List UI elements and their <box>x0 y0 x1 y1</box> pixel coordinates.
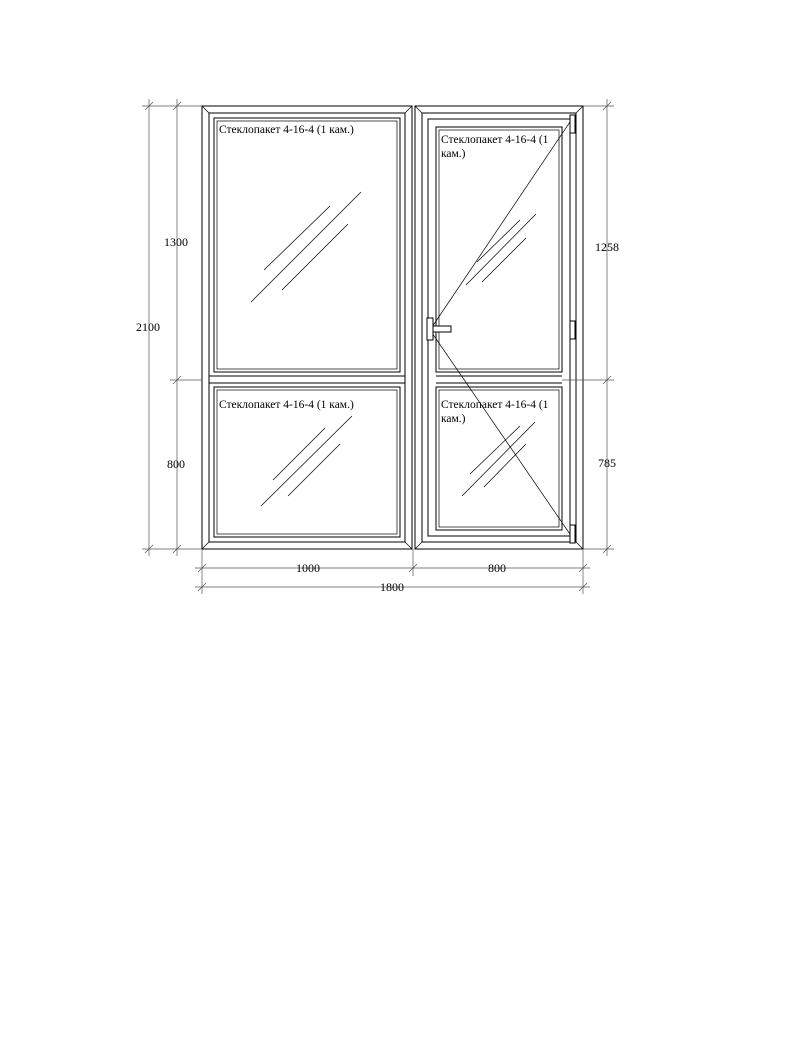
dim-total-width: 1800 <box>380 580 404 594</box>
dim-right-upper-height: 1258 <box>595 240 619 254</box>
dim-left-upper-height: 1300 <box>164 235 188 249</box>
glass-label-right-top-line2: кам.) <box>441 148 466 160</box>
glass-label-left-bottom: Стеклопакет 4-16-4 (1 кам.) <box>219 399 354 411</box>
left-fixed-unit <box>202 106 412 549</box>
hinges <box>570 115 575 543</box>
hinge-top-icon <box>570 115 575 133</box>
dim-right-lower-height: 785 <box>598 456 616 470</box>
glass-label-right-top <box>441 133 548 161</box>
dim-total-height: 2100 <box>136 320 160 334</box>
dim-right-width: 800 <box>488 561 506 575</box>
glass-label-right-bottom <box>441 398 548 426</box>
hinge-middle-icon <box>570 321 575 339</box>
glass-label-right-bottom-line2: кам.) <box>441 413 466 425</box>
glass-label-right-bottom-line1: Стеклопакет 4-16-4 (1 <box>441 399 549 411</box>
glass-label-left-top: Стеклопакет 4-16-4 (1 кам.) <box>219 124 354 136</box>
hinge-bottom-icon <box>570 525 575 543</box>
glass-label-right-top-line1: Стеклопакет 4-16-4 (1 <box>441 134 549 146</box>
glass-reflection-marks <box>251 192 536 506</box>
dim-left-lower-height: 800 <box>167 457 185 471</box>
dim-left-width: 1000 <box>296 561 320 575</box>
